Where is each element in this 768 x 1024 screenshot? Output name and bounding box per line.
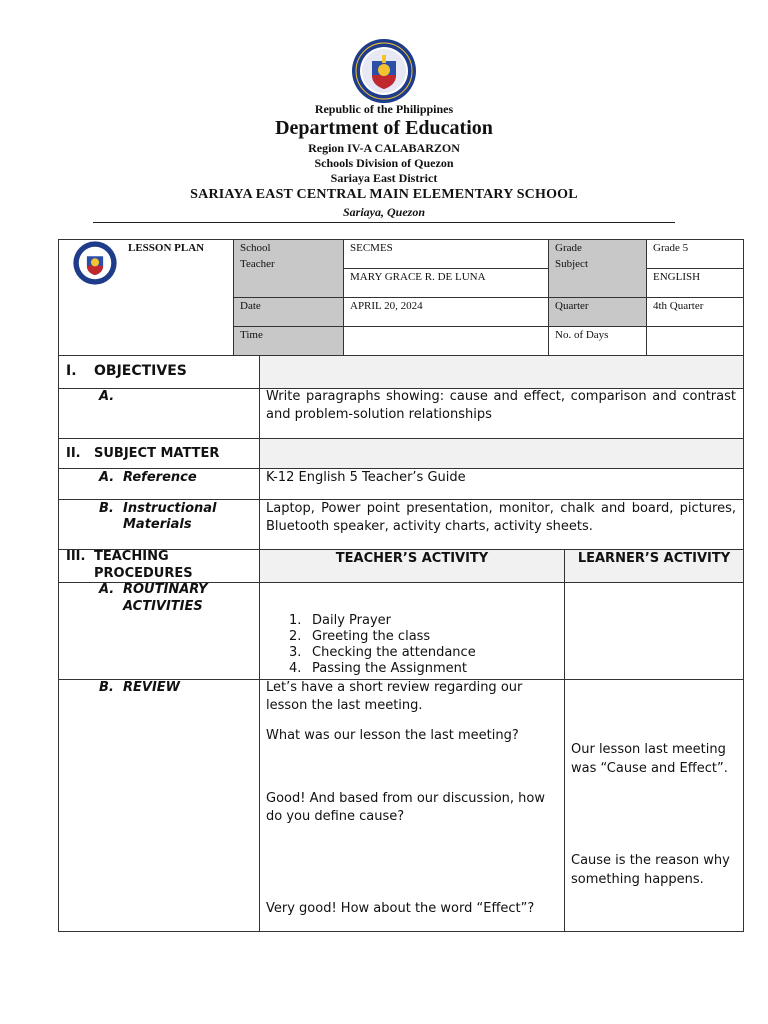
teacher-activity-header: TEACHER’S ACTIVITY [335,551,489,566]
materials-label: B. [99,501,114,516]
routinary-title-line1: ROUTINARY [123,582,208,597]
teacher-review-line: Good! And based from our discussion, how do you define cause? [266,791,545,824]
school-label: School [240,242,271,254]
list-item: Passing the Assignment [312,661,468,676]
objective-a-text: Write paragraphs showing: cause and effect, comparison and contrast and problem-solution relationships [266,389,736,422]
list-item: Greeting the class [312,629,431,644]
department-title: Department of Education [275,117,493,139]
date-label: Date [240,300,261,312]
school-location: Sariaya, Quezon [342,205,425,219]
subject-matter-number: II. [66,446,81,461]
materials-title-line1: Instructional [123,501,217,516]
time-label: Time [240,329,263,341]
list-item: Daily Prayer [312,613,391,628]
deped-seal-small-logo [72,240,118,286]
grade-value: Grade 5 [653,242,689,254]
subject-label: Subject [555,258,588,270]
region-line: Region IV-A CALABARZON [308,141,460,155]
objectives-heading: OBJECTIVES [94,363,187,379]
subject-matter-heading: SUBJECT MATTER [94,446,220,461]
header-divider [93,222,675,223]
school-value: SECMES [350,242,393,254]
learner-activity-header: LEARNER’S ACTIVITY [577,551,731,566]
republic-line: Republic of the Philippines [314,102,454,116]
list-item-number: 1. [289,613,302,628]
grade-label: Grade [555,242,582,254]
list-item-number: 4. [289,661,302,676]
review-title: REVIEW [123,680,181,695]
materials-title-line2: Materials [123,517,192,532]
learner-review-line: Our lesson last meeting was “Cause and Effect”. [571,742,728,776]
materials-text: Laptop, Power point presentation, monitor, chalk and board, pictures, Bluetooth speaker, activity charts, activity sheets. [266,501,736,534]
teacher-review-line: What was our lesson the last meeting? [266,728,519,743]
teacher-review-line: Very good! How about the word “Effect”? [266,901,535,916]
objective-a-label: A. [99,389,115,404]
list-item-number: 2. [289,629,302,644]
objectives-number: I. [66,363,77,379]
teacher-label: Teacher [240,258,275,270]
deped-seal-logo [350,37,418,105]
district-line: Sariaya East District [330,171,438,185]
review-label: B. [99,680,114,695]
reference-label: A. [99,470,115,485]
list-item: Checking the attendance [312,645,476,660]
quarter-label: Quarter [555,300,589,312]
reference-text: K-12 English 5 Teacher’s Guide [266,470,466,485]
lesson-plan-label: LESSON PLAN [128,242,205,254]
routinary-title-line2: ACTIVITIES [123,599,203,614]
procedures-number: III. [66,549,86,564]
subject-value: ENGLISH [653,271,701,283]
procedures-heading-line1: TEACHING [94,549,169,564]
division-line: Schools Division of Quezon [314,156,454,170]
date-value: APRIL 20, 2024 [350,300,423,312]
days-label: No. of Days [555,329,609,341]
school-name: SARIAYA EAST CENTRAL MAIN ELEMENTARY SCHOOL [190,187,578,202]
teacher-review-line: Let’s have a short review regarding our lesson the last meeting. [266,680,523,713]
list-item-number: 3. [289,645,302,660]
quarter-value: 4th Quarter [653,300,704,312]
reference-title: Reference [123,470,197,485]
routinary-label: A. [99,582,115,597]
teacher-value: MARY GRACE R. DE LUNA [350,271,486,283]
procedures-heading-line2: PROCEDURES [94,566,193,581]
learner-review-line: Cause is the reason why something happens. [571,853,730,887]
